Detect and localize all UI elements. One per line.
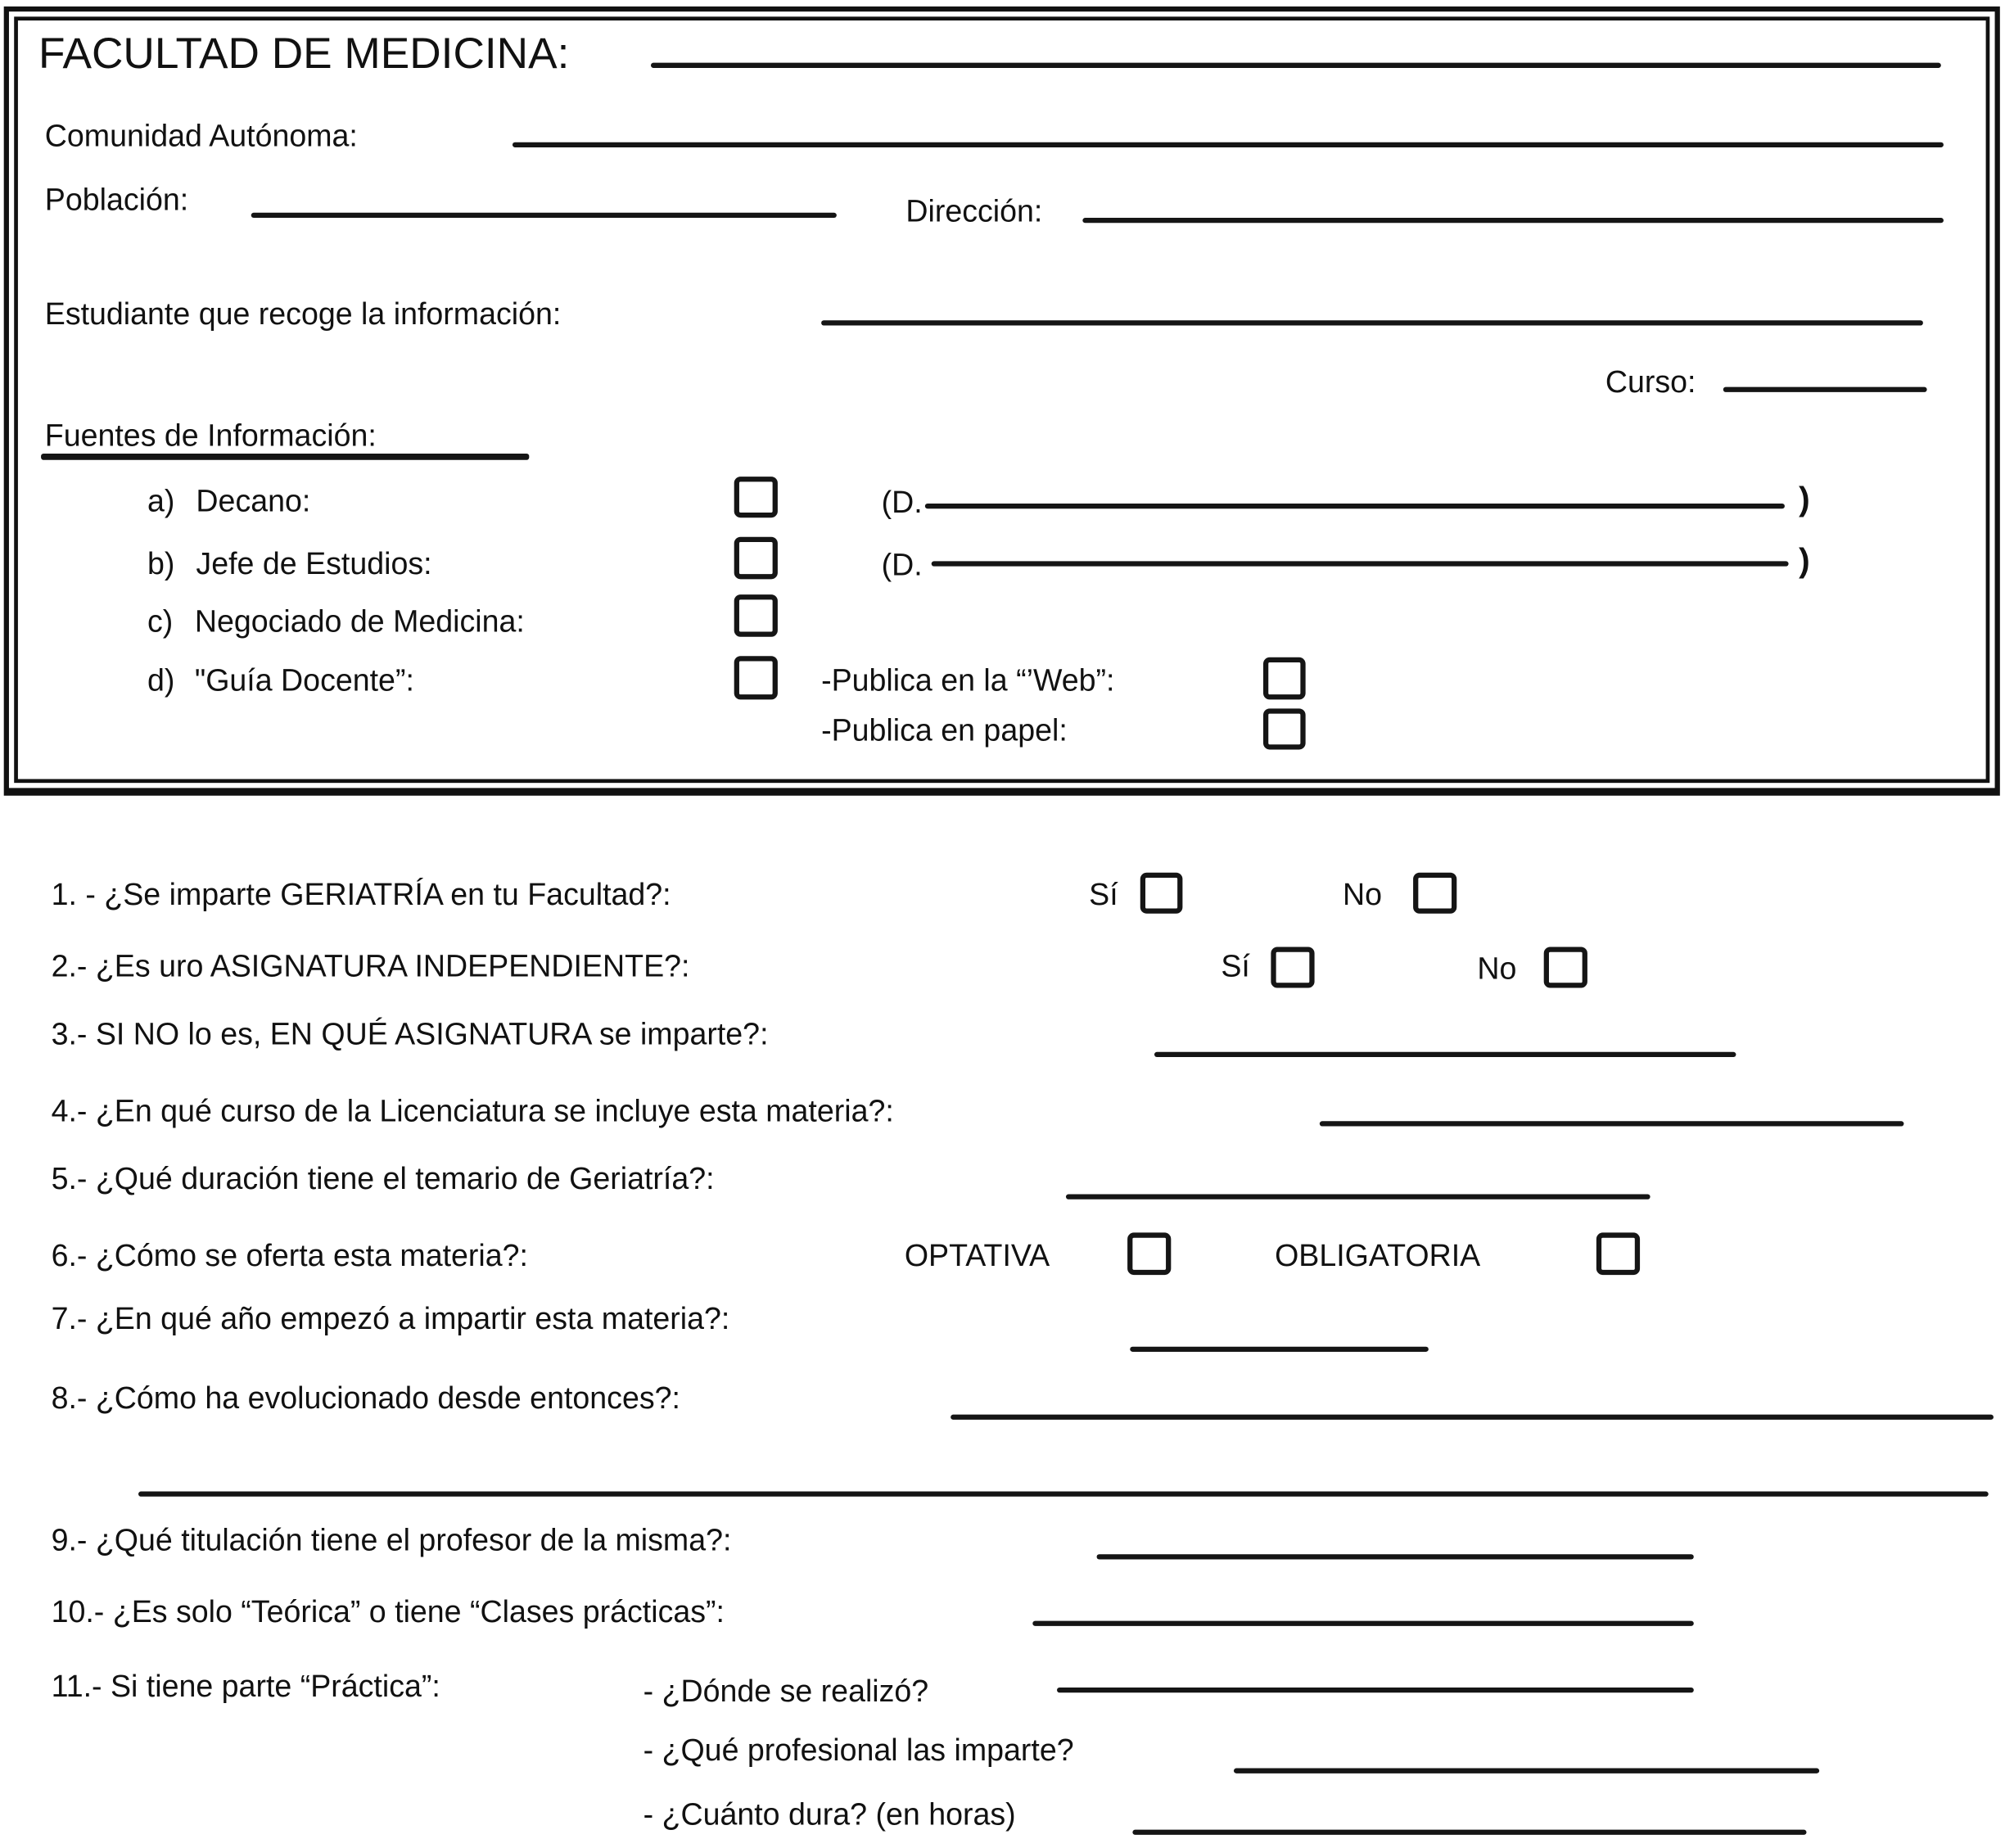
optativa-label: OPTATIVA bbox=[904, 1239, 1050, 1274]
direccion-field[interactable] bbox=[1082, 218, 1944, 223]
question-2: 2.- ¿Es uro ASIGNATURA INDEPENDIENTE?: bbox=[51, 949, 690, 984]
direccion-label: Dirección: bbox=[905, 194, 1043, 230]
q1-no-checkbox[interactable] bbox=[1413, 873, 1456, 914]
q11-who-label: - ¿Qué profesional las imparte? bbox=[643, 1733, 1074, 1769]
source-letter: b) bbox=[147, 547, 175, 582]
q2-no-checkbox[interactable] bbox=[1544, 947, 1587, 987]
question-9: 9.- ¿Qué titulación tiene el profesor de la misma?: bbox=[51, 1523, 732, 1558]
q11-who-field[interactable] bbox=[1234, 1769, 1819, 1773]
q11-duration-field[interactable] bbox=[1132, 1830, 1806, 1835]
decano-prefix: (D. bbox=[881, 486, 923, 521]
question-3: 3.- SI NO lo es, EN QUÉ ASIGNATURA se imparte?: bbox=[51, 1017, 769, 1052]
estudiante-label: Estudiante que recoge la información: bbox=[44, 297, 562, 332]
source-letter: a) bbox=[147, 484, 175, 519]
source-guia-label: "Guía Docente”: bbox=[194, 663, 414, 698]
question-6: 6.- ¿Cómo se oferta esta materia?: bbox=[51, 1239, 528, 1274]
sources-underline bbox=[41, 454, 529, 460]
curso-field[interactable] bbox=[1723, 387, 1927, 392]
question-5: 5.- ¿Qué duración tiene el temario de Geriatría?: bbox=[51, 1162, 715, 1197]
q2-yes-checkbox[interactable] bbox=[1271, 947, 1314, 987]
question-7: 7.- ¿En qué año empezó a impartir esta materia?: bbox=[51, 1301, 730, 1337]
q1-yes-label: Sí bbox=[1089, 877, 1118, 913]
web-checkbox[interactable] bbox=[1263, 657, 1306, 700]
q2-no-label: No bbox=[1477, 951, 1517, 987]
q9-answer-field[interactable] bbox=[1097, 1554, 1694, 1559]
jefe-checkbox[interactable] bbox=[734, 537, 778, 580]
optativa-checkbox[interactable] bbox=[1127, 1232, 1171, 1275]
source-letter: d) bbox=[147, 663, 175, 698]
jefe-suffix: ) bbox=[1799, 540, 1810, 580]
source-decano-label: Decano: bbox=[196, 484, 311, 519]
comunidad-label: Comunidad Autónoma: bbox=[44, 119, 358, 154]
decano-checkbox[interactable] bbox=[734, 477, 778, 517]
q3-answer-field[interactable] bbox=[1154, 1052, 1736, 1057]
jefe-name-field[interactable] bbox=[932, 561, 1789, 566]
source-jefe-label: Jefe de Estudios: bbox=[196, 547, 432, 582]
facultad-field[interactable] bbox=[651, 63, 1941, 68]
sources-heading: Fuentes de Información: bbox=[44, 418, 377, 454]
source-letter: c) bbox=[147, 604, 174, 639]
negociado-checkbox[interactable] bbox=[734, 594, 778, 637]
paper-label: -Publica en papel: bbox=[821, 713, 1068, 748]
poblacion-field[interactable] bbox=[251, 213, 837, 218]
obligatoria-checkbox[interactable] bbox=[1596, 1232, 1640, 1275]
web-label: -Publica en la “’Web”: bbox=[821, 663, 1115, 698]
q11-where-label: - ¿Dónde se realizó? bbox=[643, 1674, 929, 1710]
q8-answer-field-2[interactable] bbox=[138, 1492, 1989, 1497]
estudiante-field[interactable] bbox=[821, 320, 1923, 325]
poblacion-label: Población: bbox=[44, 183, 189, 219]
decano-suffix: ) bbox=[1799, 479, 1810, 518]
q10-answer-field[interactable] bbox=[1032, 1621, 1693, 1626]
q11-duration-label: - ¿Cuánto dura? (en horas) bbox=[643, 1797, 1016, 1832]
question-10: 10.- ¿Es solo “Teórica” o tiene “Clases prácticas”: bbox=[51, 1595, 725, 1630]
paper-checkbox[interactable] bbox=[1263, 708, 1306, 749]
form-title: FACULTAD DE MEDICINA: bbox=[38, 29, 570, 79]
source-negociado-label: Negociado de Medicina: bbox=[194, 604, 525, 639]
question-4: 4.- ¿En qué curso de la Licenciatura se incluye esta materia?: bbox=[51, 1094, 894, 1129]
q1-yes-checkbox[interactable] bbox=[1140, 873, 1183, 914]
question-1: 1. - ¿Se imparte GERIATRÍA en tu Facultad?: bbox=[51, 877, 671, 913]
decano-name-field[interactable] bbox=[925, 504, 1785, 508]
q8-answer-field[interactable] bbox=[951, 1415, 1994, 1420]
curso-label: Curso: bbox=[1605, 364, 1696, 400]
jefe-prefix: (D. bbox=[881, 548, 923, 584]
question-8: 8.- ¿Cómo ha evolucionado desde entonces?: bbox=[51, 1380, 680, 1416]
obligatoria-label: OBLIGATORIA bbox=[1275, 1239, 1481, 1274]
question-11: 11.- Si tiene parte “Práctica”: bbox=[51, 1670, 440, 1705]
q4-answer-field[interactable] bbox=[1320, 1121, 1904, 1126]
q2-yes-label: Sí bbox=[1221, 949, 1250, 984]
q11-where-field[interactable] bbox=[1057, 1688, 1694, 1692]
q7-answer-field[interactable] bbox=[1130, 1347, 1429, 1352]
q1-no-label: No bbox=[1343, 877, 1383, 913]
guia-checkbox[interactable] bbox=[734, 656, 778, 699]
comunidad-field[interactable] bbox=[513, 142, 1944, 147]
q5-answer-field[interactable] bbox=[1066, 1194, 1651, 1199]
